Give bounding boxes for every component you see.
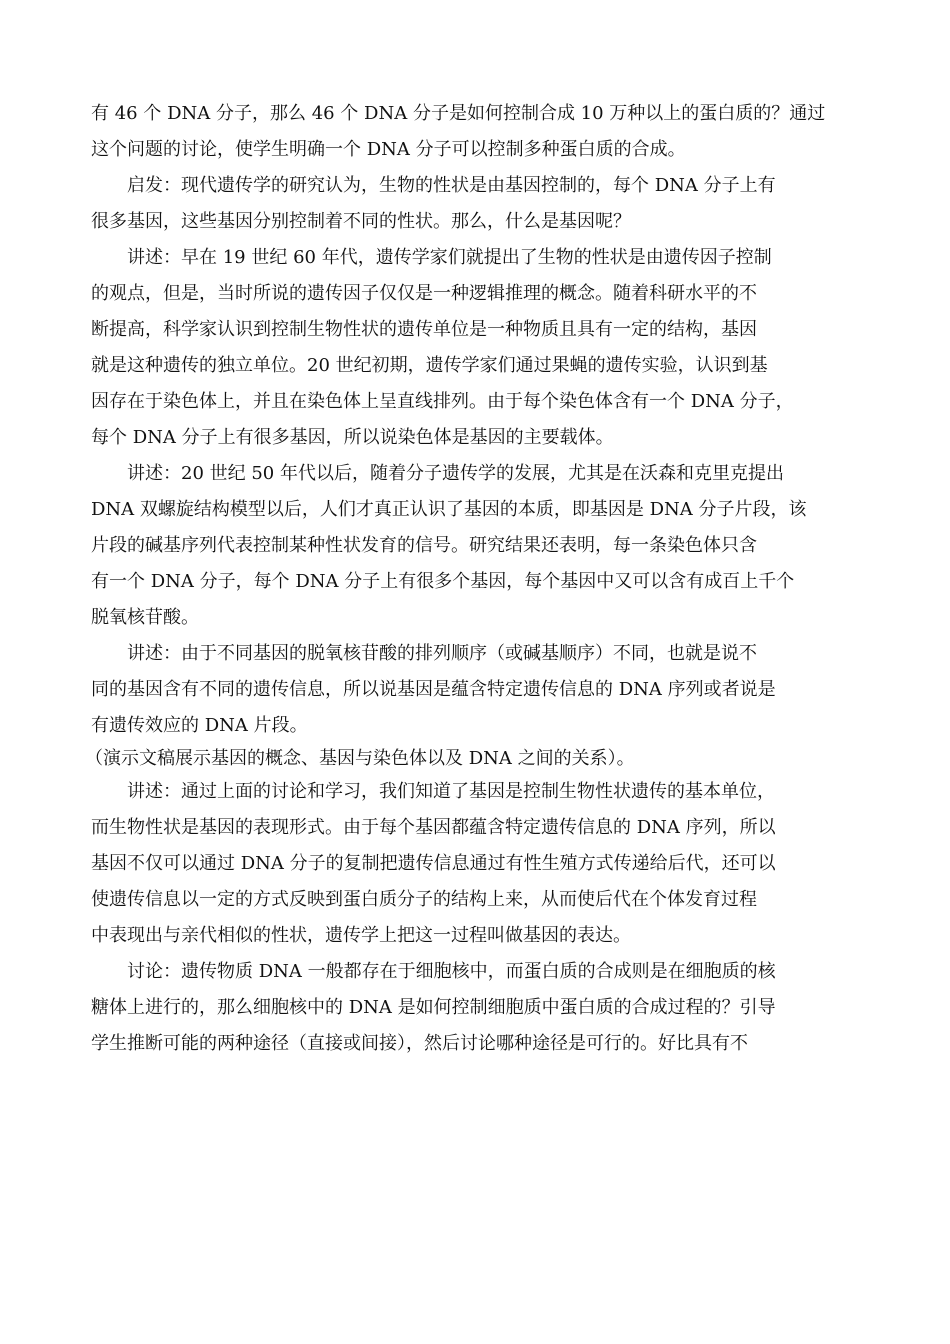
paragraph-start-line: 讨论：遗传物质 DNA 一般都存在于细胞核中，而蛋白质的合成则是在细胞质的核 — [127, 961, 776, 982]
paragraph-start-line: 讲述：20 世纪 50 年代以后，随着分子遗传学的发展，尤其是在沃森和克里克提出 — [127, 463, 784, 484]
document-page — [85, 96, 871, 1062]
text-line: 有遗传效应的 DNA 片段。 — [91, 715, 308, 736]
text-line: 有一个 DNA 分子，每个 DNA 分子上有很多个基因，每个基因中又可以含有成百上千个 — [91, 571, 795, 592]
paragraph-start-line: 启发：现代遗传学的研究认为，生物的性状是由基因控制的，每个 DNA 分子上有 — [127, 175, 776, 196]
text-line: 同的基因含有不同的遗传信息，所以说基因是蕴含特定遗传信息的 DNA 序列或者说是 — [91, 679, 776, 700]
text-line: DNA 双螺旋结构模型以后，人们才真正认识了基因的本质，即基因是 DNA 分子片段，该 — [91, 499, 807, 520]
text-line: 脱氧核苷酸。 — [91, 607, 199, 628]
text-line: 基因不仅可以通过 DNA 分子的复制把遗传信息通过有性生殖方式传递给后代，还可以 — [91, 853, 776, 874]
demo-note: （演示文稿展示基因的概念、基因与染色体以及 DNA 之间的关系）。 — [85, 748, 635, 769]
text-line: 片段的碱基序列代表控制某种性状发育的信号。研究结果还表明，每一条染色体只含 — [91, 535, 757, 556]
text-line: 中表现出与亲代相似的性状，遗传学上把这一过程叫做基因的表达。 — [91, 925, 631, 946]
text-line: 而生物性状是基因的表现形式。由于每个基因都蕴含特定遗传信息的 DNA 序列，所以 — [91, 817, 776, 838]
text-line: 很多基因，这些基因分别控制着不同的性状。那么，什么是基因呢？ — [91, 211, 631, 232]
text-line: 这个问题的讨论，使学生明确一个 DNA 分子可以控制多种蛋白质的合成。 — [91, 139, 686, 160]
text-line: 断提高，科学家认识到控制生物性状的遗传单位是一种物质且具有一定的结构，基因 — [91, 319, 757, 340]
text-line: 糖体上进行的，那么细胞核中的 DNA 是如何控制细胞质中蛋白质的合成过程的？引导 — [91, 997, 776, 1018]
paragraph-start-line: 讲述：通过上面的讨论和学习，我们知道了基因是控制生物性状遗传的基本单位， — [127, 781, 775, 802]
text-line: 就是这种遗传的独立单位。20 世纪初期，遗传学家们通过果蝇的遗传实验，认识到基 — [91, 355, 768, 376]
text-line: 的观点，但是，当时所说的遗传因子仅仅是一种逻辑推理的概念。随着科研水平的不 — [91, 283, 757, 304]
text-line: 因存在于染色体上，并且在染色体上呈直线排列。由于每个染色体含有一个 DNA 分子， — [91, 391, 794, 412]
text-line: 学生推断可能的两种途径（直接或间接），然后讨论哪种途径是可行的。好比具有不 — [91, 1033, 748, 1054]
paragraph-start-line: 讲述：早在 19 世纪 60 年代，遗传学家们就提出了生物的性状是由遗传因子控制 — [127, 247, 772, 268]
text-line: 有 46 个 DNA 分子，那么 46 个 DNA 分子是如何控制合成 10 万种以上的蛋白质的？通过 — [91, 103, 826, 124]
paragraph-start-line: 讲述：由于不同基因的脱氧核苷酸的排列顺序（或碱基顺序）不同，也就是说不 — [127, 643, 757, 664]
text-line: 使遗传信息以一定的方式反映到蛋白质分子的结构上来，从而使后代在个体发育过程 — [91, 889, 757, 910]
text-line: 每个 DNA 分子上有很多基因，所以说染色体是基因的主要载体。 — [91, 427, 614, 448]
